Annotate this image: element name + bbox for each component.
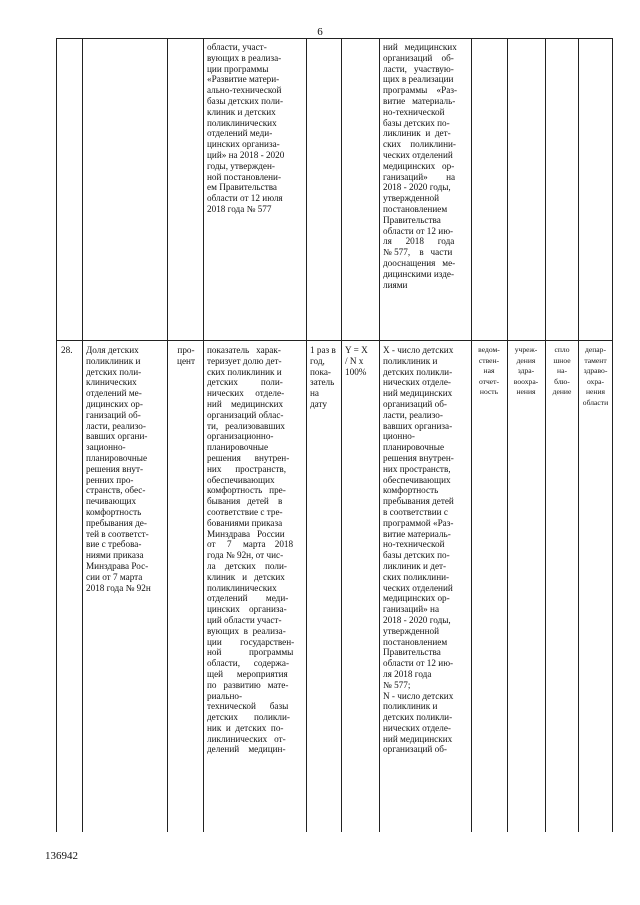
data-source: ведом- ствен- ная отчет- ность bbox=[478, 345, 500, 397]
table-border-right bbox=[612, 38, 613, 832]
column-divider bbox=[306, 38, 307, 832]
table-border-top bbox=[56, 38, 613, 39]
column-divider bbox=[471, 38, 472, 832]
unit-of-measure: про- цент bbox=[177, 345, 195, 366]
table-cell-method-continued: области, участ- вующих в реализа- ции программы «Развитие матери- ально-технической базы детских поли- клиник и детских поликлинических отделений меди- цинских организа- ций» на 2018 - 2020 годы, утвержден- ной постановлени- ем Правительства области от 12 июля 2018 года № 577 bbox=[207, 42, 285, 214]
row-divider bbox=[56, 340, 613, 341]
column-divider bbox=[379, 38, 380, 832]
column-divider bbox=[578, 38, 579, 832]
page-number: 6 bbox=[317, 26, 323, 38]
observation-object: учреж- дения здра- воохра- нения bbox=[513, 345, 539, 397]
row-number: 28. bbox=[61, 345, 73, 355]
indicator-definition: показатель харак- теризует долю дет- ских поликлиник и детских поли- нических отделе- ний медицинских организаций облас- ти, реализовавших организационно- планировочные решения внутрен- них пространств, обеспечивающих комфортность пре- бывания детей в соответствие с тре- бованиями приказа Минздрава России от 7 марта 2018 года № 92н, от чис- ла детских поли- клиник и детских поликлинических отделений меди- цинских организа- ций области участ- вующих в реализа- ции государствен- ной программы области, содержа- щей мероприятия по развитию мате- риально- технической базы детских поликли- ник и детских по- ликлинических от- делений медицин- bbox=[207, 345, 295, 755]
indicator-name: Доля детских поликлиник и детских поли- клинических отделений ме- дицинских ор- ганизаций об- ласти, реализо- вавших органи- зационно- планировочные решения внут- ренних про- странств, обес- печивающих комфортность пребывания де- тей в соответст- вие с требова- ниями приказа Минздрава Рос- сии от 7 марта 2018 года № 92н bbox=[86, 345, 151, 593]
table-cell-basic-indicators-continued: ний медицинских организаций об- ласти, участвую- щих в реализации программы «Раз- витие материаль- но-технической базы детских по- ликлиник и дет- ских поликлини- ческих отделений медицинских ор- ганизаций» на 2018 - 2020 годы, утвержденной постановлением Правительства области от 12 ию- ля 2018 года № 577, в части дооснащения ме- дицинскими изде- лиями bbox=[383, 42, 458, 290]
table-border-left bbox=[56, 38, 57, 832]
calculation-formula: Y = X / N x 100% bbox=[345, 345, 368, 377]
time-characteristics: 1 раз в год, пока- затель на дату bbox=[310, 345, 336, 409]
responsible-body: депар- тамент здраво- охра- нения области bbox=[582, 345, 609, 407]
column-divider bbox=[167, 38, 168, 832]
column-divider bbox=[203, 38, 204, 832]
column-divider bbox=[545, 38, 546, 832]
basic-indicators: X - число детских поликлиник и детских поликли- нических отделе- ний медицинских организаций об- ласти, реализо- вавших организа- ционно- планировочные решения внутрен- них пространств, обеспечивающих комфортность пребывания детей в соответствии с программой «Раз- витие материаль- но-технической базы детских по- ликлиник и дет- ских поликлини- ческих отделений медицинских ор- ганизаций» на 2018 - 2020 годы, утвержденной постановлением Правительства области от 12 ию- ля 2018 года № 577; N - число детских поликлиник и детских поликли- нических отделе- ний медицинских организаций об- bbox=[383, 345, 454, 755]
column-divider bbox=[82, 38, 83, 832]
column-divider bbox=[341, 38, 342, 832]
collection-method: спло шное на- блю- дение bbox=[552, 345, 572, 397]
footer-document-code: 136942 bbox=[45, 850, 78, 862]
column-divider bbox=[507, 38, 508, 832]
